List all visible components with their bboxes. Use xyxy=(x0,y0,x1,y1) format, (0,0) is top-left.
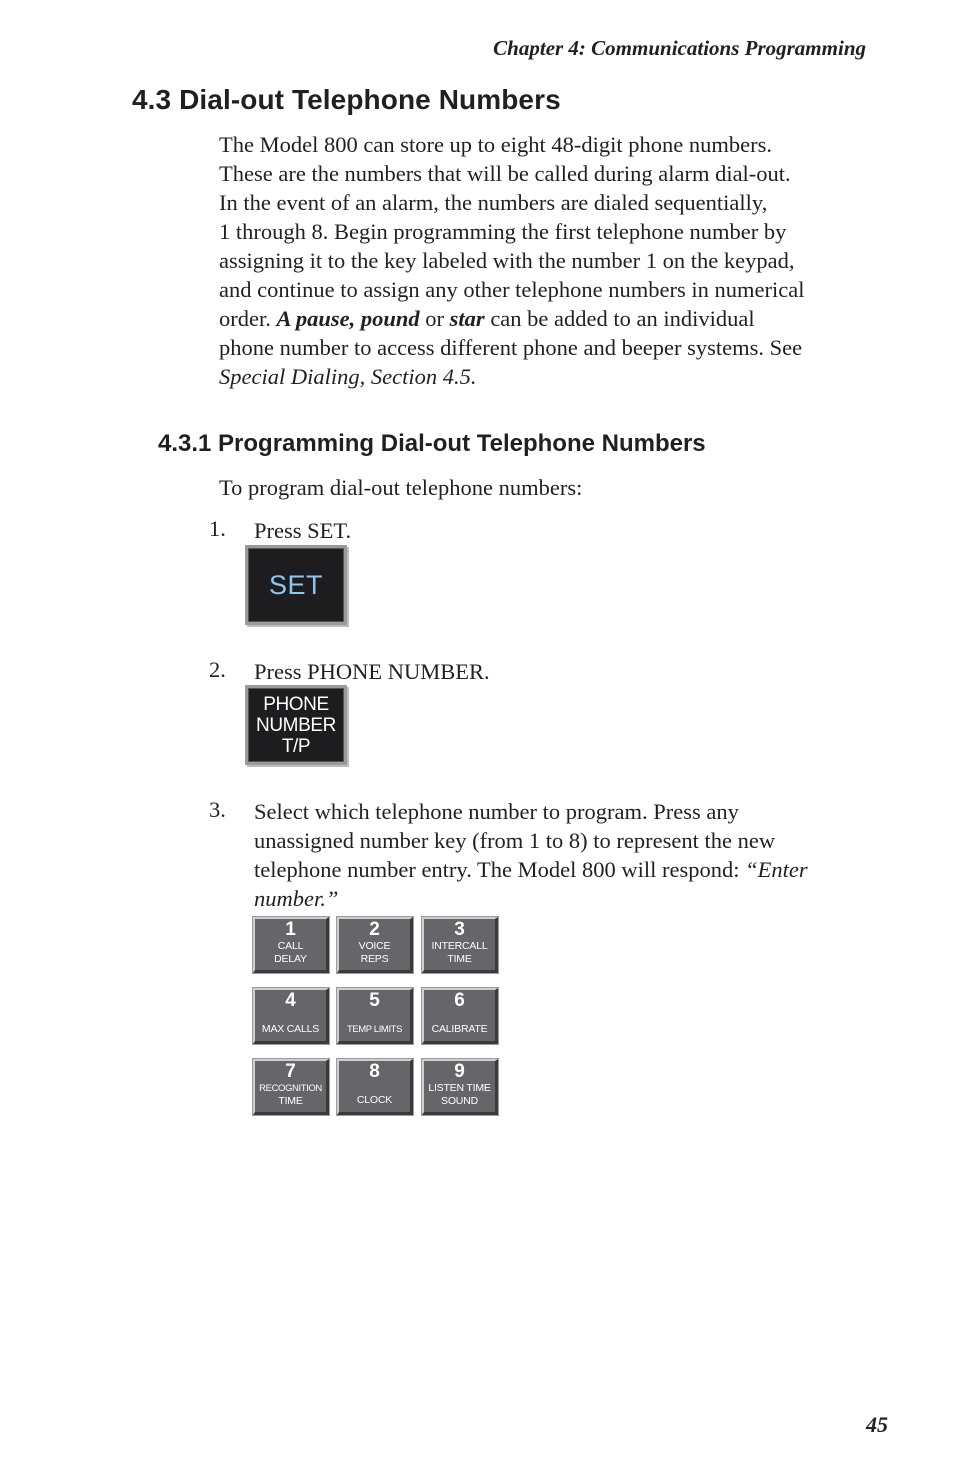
intro-line: assigning it to the key labeled with the number 1 on the keypad, xyxy=(219,248,795,273)
emphasis-pause-pound: A pause, pound xyxy=(276,306,420,331)
key-sublabel: TIME xyxy=(447,953,472,965)
step-text xyxy=(254,657,490,686)
intro-line: In the event of an alarm, the numbers are dialed sequentially, xyxy=(219,190,768,215)
keypad-key-7 xyxy=(253,1059,329,1115)
set-key xyxy=(245,545,347,625)
step-line xyxy=(254,884,808,913)
intro-text: order. xyxy=(219,306,277,331)
step-line: Select which telephone number to program. Press any xyxy=(254,799,739,824)
intro-line: phone number to access different phone and beeper systems. See xyxy=(219,335,803,360)
phone-number-key xyxy=(245,685,347,765)
intro-line: 1 through 8. Begin programming the first telephone number by xyxy=(219,219,787,244)
phone-key-label: NUMBER xyxy=(256,714,336,736)
key-number: 6 xyxy=(454,990,465,1011)
step-line xyxy=(254,855,808,884)
set-key-label: SET xyxy=(268,569,323,600)
intro-line: These are the numbers that will be called during alarm dial-out. xyxy=(219,161,791,186)
step-line: Press SET. xyxy=(254,518,352,543)
lead-text: To program dial-out telephone numbers: xyxy=(219,475,583,500)
keypad-key-6 xyxy=(422,988,498,1044)
step-text xyxy=(254,516,351,545)
key-sublabel: LISTEN TIME xyxy=(428,1082,491,1094)
keypad-key-8 xyxy=(337,1059,413,1115)
intro-line xyxy=(219,304,869,333)
phone-key-label: T/P xyxy=(281,735,311,757)
special-dialing-reference: Special Dialing, Section 4.5. xyxy=(219,364,477,389)
page-number: 45 xyxy=(866,1412,888,1437)
step-line-text: telephone number entry. The Model 800 will respond: xyxy=(254,857,746,882)
subsection-title: 4.3.1 Programming Dial-out Telephone Numbers xyxy=(158,430,706,457)
key-number: 8 xyxy=(369,1061,380,1082)
key-number: 9 xyxy=(454,1061,465,1082)
key-sublabel: CLOCK xyxy=(356,1094,393,1106)
step-number: 3. xyxy=(209,797,226,822)
phone-key-label: PHONE xyxy=(263,693,329,715)
intro-paragraph xyxy=(219,130,869,391)
keypad-key-4 xyxy=(253,988,329,1044)
key-sublabel: CALL xyxy=(277,940,304,952)
key-sublabel: MAX CALLS xyxy=(261,1023,320,1035)
intro-line: The Model 800 can store up to eight 48-digit phone numbers. xyxy=(219,132,773,157)
key-number: 4 xyxy=(285,990,296,1011)
key-sublabel: TIME xyxy=(278,1095,303,1107)
key-number: 7 xyxy=(285,1061,296,1082)
response-quote: number.” xyxy=(254,886,339,911)
chapter-header: Chapter 4: Communications Programming xyxy=(493,36,866,60)
key-sublabel: RECOGNITION xyxy=(259,1083,322,1094)
key-sublabel: INTERCALL xyxy=(431,940,488,952)
keypad-key-2 xyxy=(337,917,413,973)
keypad-key-5 xyxy=(337,988,413,1044)
key-sublabel: TEMP LIMITS xyxy=(346,1024,403,1035)
response-quote: “Enter xyxy=(745,857,808,882)
keypad-key-9 xyxy=(422,1059,498,1115)
keypad-key-1 xyxy=(253,917,329,973)
step-number: 1. xyxy=(209,516,226,541)
key-number: 2 xyxy=(369,919,380,940)
intro-text: or xyxy=(419,306,450,331)
keypad-key-3 xyxy=(422,917,498,973)
emphasis-star: star xyxy=(449,306,485,331)
key-sublabel: DELAY xyxy=(274,953,307,965)
key-sublabel: VOICE xyxy=(358,940,391,952)
intro-line: and continue to assign any other telephone numbers in numerical xyxy=(219,277,805,302)
section-title: 4.3 Dial-out Telephone Numbers xyxy=(132,84,561,115)
key-sublabel: CALIBRATE xyxy=(431,1023,488,1035)
step-number: 2. xyxy=(209,657,226,682)
step-line: Press PHONE NUMBER. xyxy=(254,659,490,684)
step-line: unassigned number key (from 1 to 8) to represent the new xyxy=(254,828,776,853)
key-number: 5 xyxy=(369,990,380,1011)
step-text xyxy=(254,797,808,913)
key-number: 1 xyxy=(285,919,296,940)
key-sublabel: SOUND xyxy=(441,1095,478,1107)
intro-text: can be added to an individual xyxy=(484,306,755,331)
key-number: 3 xyxy=(454,919,465,940)
key-sublabel: REPS xyxy=(360,953,389,965)
